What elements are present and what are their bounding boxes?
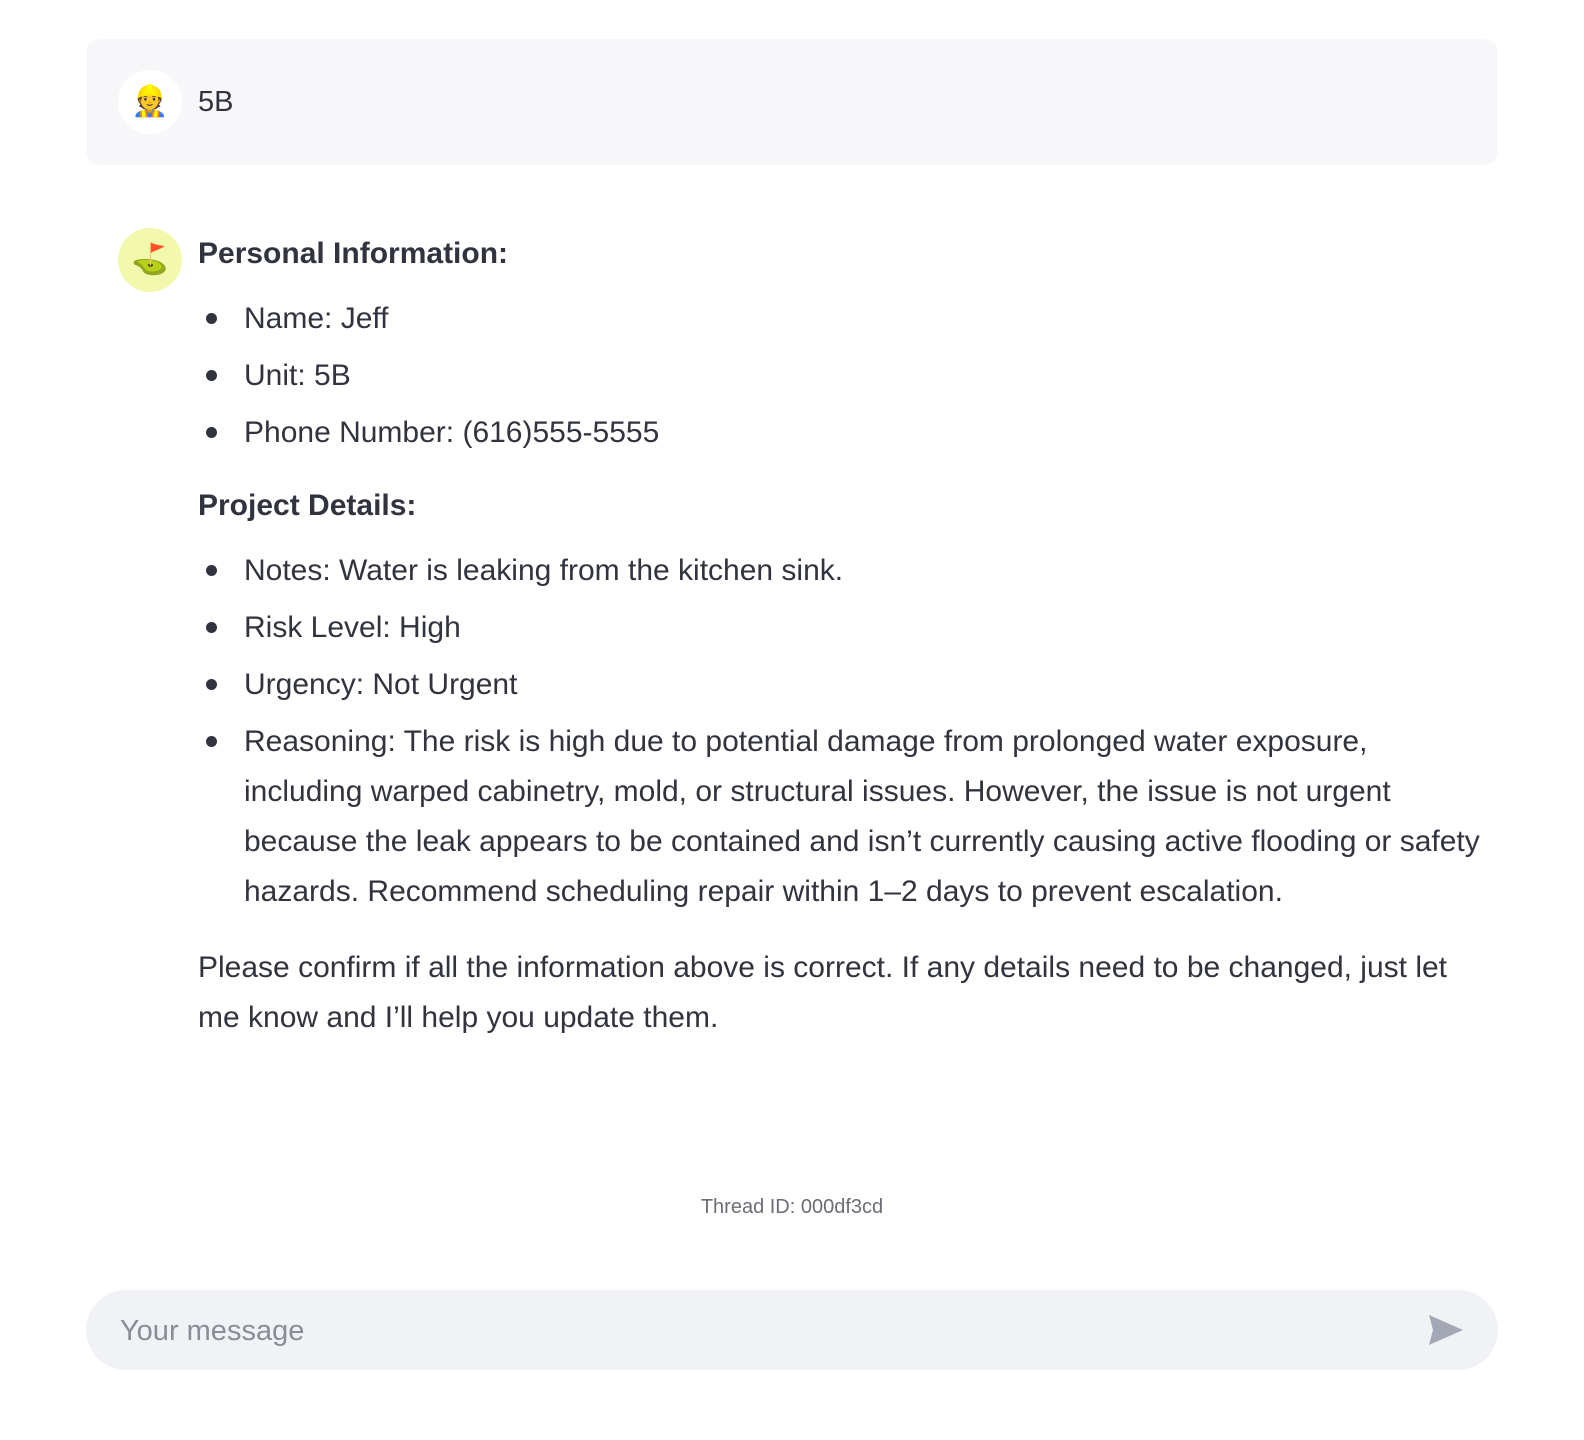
bullet-icon: [206, 736, 217, 747]
list-item-text: Urgency: Not Urgent: [244, 668, 518, 701]
bullet-icon: [206, 370, 217, 381]
send-icon: [1427, 1313, 1465, 1347]
bullet-icon: [206, 622, 217, 633]
list-item: [198, 603, 1488, 653]
bullet-icon: [206, 679, 217, 690]
send-button[interactable]: [1426, 1310, 1466, 1350]
list-item: [198, 717, 1488, 917]
project-details-list: [198, 546, 1488, 917]
list-item: [198, 660, 1488, 710]
bullet-icon: [206, 427, 217, 438]
user-message-text: 5B: [198, 86, 234, 118]
list-item: [198, 546, 1488, 596]
personal-info-list: [198, 294, 1488, 458]
personal-info-heading: Personal Information:: [198, 237, 509, 270]
list-item-text: Phone Number: (616)555-5555: [244, 416, 660, 449]
list-item-text: Name: Jeff: [244, 302, 389, 335]
construction-worker-icon: 👷: [131, 85, 169, 118]
project-details-heading: Project Details:: [198, 489, 417, 522]
chat-input-bar: [86, 1290, 1498, 1370]
list-item: [198, 294, 1488, 344]
list-item: [198, 351, 1488, 401]
message-input[interactable]: [118, 1290, 1402, 1372]
golf-flag-icon: ⛳: [131, 243, 169, 276]
user-avatar: [118, 70, 182, 134]
list-item-text: Notes: Water is leaking from the kitchen sink.: [244, 554, 844, 587]
closing-text: Please confirm if all the information above is correct. If any details need to be changed, just let me know and I’ll help you update them.: [198, 951, 1448, 1034]
list-item-text: Reasoning: The risk is high due to potential damage from prolonged water exposure, including warped cabinetry, mold, or structural issues. However, the issue is not urgent because the leak appears to be contained and isn’t currently causing active flooding or safety hazards. Recommend scheduling repair within 1–2 days to prevent escalation.: [244, 725, 1480, 908]
list-item-text: Unit: 5B: [244, 359, 351, 392]
list-item: [198, 408, 1488, 458]
bullet-icon: [206, 565, 217, 576]
user-message: [86, 39, 1498, 165]
list-item-text: Risk Level: High: [244, 611, 461, 644]
assistant-avatar: [118, 228, 182, 292]
bullet-icon: [206, 313, 217, 324]
assistant-message: [198, 232, 1488, 1043]
thread-id: Thread ID: 000df3cd: [700, 1196, 884, 1218]
